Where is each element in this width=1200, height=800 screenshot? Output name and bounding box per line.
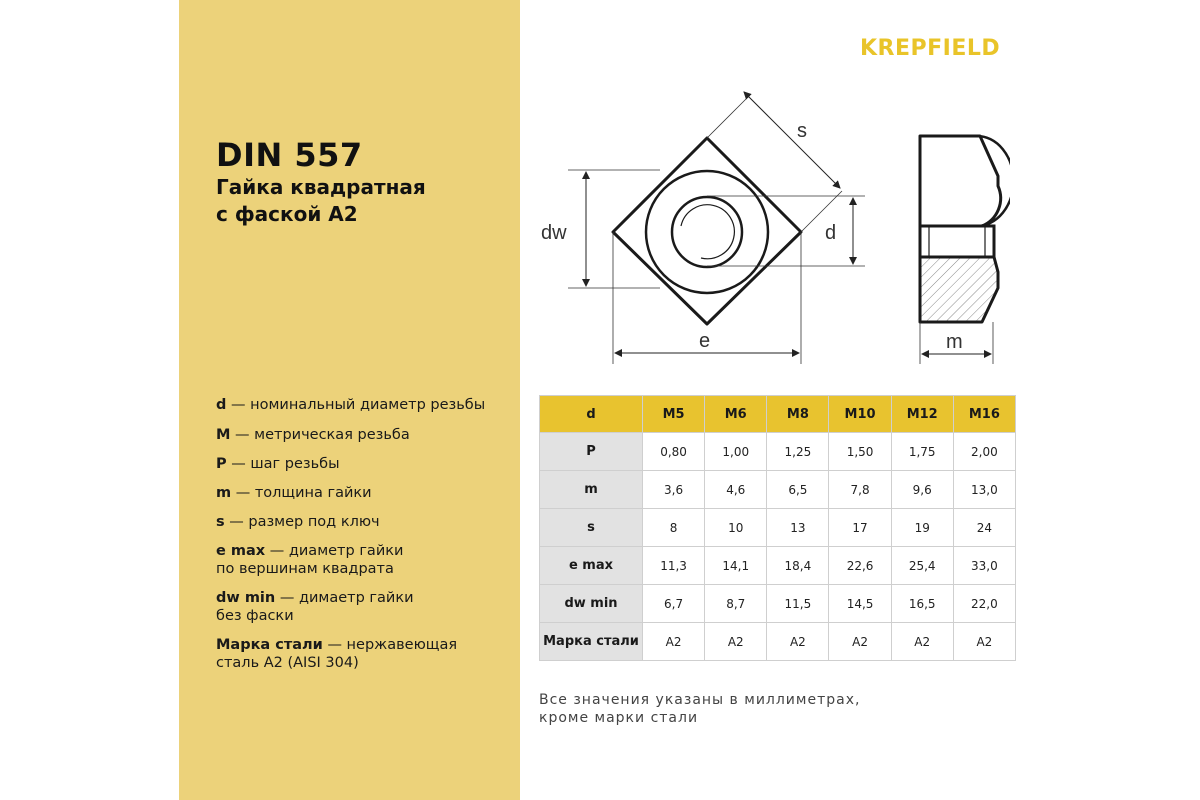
- nut-outline-square: [613, 138, 801, 324]
- footnote-line: кроме марки стали: [539, 710, 699, 726]
- row-label: e max: [540, 547, 643, 585]
- table-cell: 17: [829, 509, 891, 547]
- page-subtitle: [216, 174, 506, 228]
- dimension-s: [744, 92, 840, 188]
- legend-desc: — нержавеющая сталь А2 (AISI 304): [216, 637, 458, 671]
- spec-table: [539, 395, 1016, 661]
- legend-item-dw-min: [216, 589, 421, 625]
- header-cell-label: d: [540, 396, 643, 433]
- table-cell: 1,50: [829, 433, 891, 471]
- header-cell: M12: [891, 396, 953, 433]
- nut-front-view: [568, 92, 865, 364]
- legend-item-m: [216, 484, 511, 502]
- table-cell: A2: [643, 623, 705, 661]
- table-cell: 7,8: [829, 471, 891, 509]
- legend-term: e max: [216, 543, 266, 559]
- legend-desc: — толщина гайки: [231, 485, 372, 501]
- subtitle-line: Гайка квадратная: [216, 175, 426, 199]
- table-cell: 14,1: [705, 547, 767, 585]
- table-cell: 33,0: [953, 547, 1015, 585]
- label-e: e: [699, 330, 711, 352]
- table-cell: 24: [953, 509, 1015, 547]
- table-row: [540, 433, 1016, 471]
- table-cell: 8,7: [705, 585, 767, 623]
- footnote: [539, 691, 959, 727]
- table-cell: 2,00: [953, 433, 1015, 471]
- legend-desc: — номинальный диаметр резьбы: [226, 397, 486, 413]
- label-d: d: [825, 222, 837, 244]
- table-row: [540, 585, 1016, 623]
- legend-desc: — димаетр гайки без фаски: [216, 590, 414, 624]
- table-cell: 6,5: [767, 471, 829, 509]
- table-cell: 11,5: [767, 585, 829, 623]
- side-upper-body: [920, 136, 1001, 226]
- table-cell: 22,6: [829, 547, 891, 585]
- table-cell: A2: [705, 623, 767, 661]
- label-dw: dw: [541, 222, 567, 244]
- row-label: P: [540, 433, 643, 471]
- header-cell: M5: [643, 396, 705, 433]
- legend-term: M: [216, 427, 231, 443]
- label-m: m: [946, 331, 963, 353]
- legend-term: P: [216, 456, 227, 472]
- legend-item-e-max: [216, 542, 421, 578]
- footnote-line: Все значения указаны в миллиметрах,: [539, 692, 861, 708]
- table-cell: 10: [705, 509, 767, 547]
- legend-item-m-thread: [216, 426, 511, 444]
- header-cell: M6: [705, 396, 767, 433]
- legend-term: m: [216, 485, 232, 501]
- legend-item-s: [216, 513, 511, 531]
- table-cell: 13: [767, 509, 829, 547]
- table-row: [540, 547, 1016, 585]
- table-cell: 1,75: [891, 433, 953, 471]
- legend-desc: — размер под ключ: [224, 514, 380, 530]
- table-cell: 9,6: [891, 471, 953, 509]
- table-cell: A2: [891, 623, 953, 661]
- table-cell: A2: [767, 623, 829, 661]
- legend-item-d: [216, 396, 511, 414]
- subtitle-line: с фаской А2: [216, 202, 358, 226]
- table-cell: 16,5: [891, 585, 953, 623]
- legend-term: dw min: [216, 590, 276, 606]
- row-label: m: [540, 471, 643, 509]
- nut-technical-drawing: [530, 80, 1010, 380]
- table-cell: 13,0: [953, 471, 1015, 509]
- table-cell: 25,4: [891, 547, 953, 585]
- legend-term: s: [216, 514, 225, 530]
- table-cell: A2: [953, 623, 1015, 661]
- legend-desc: — метрическая резьба: [230, 427, 410, 443]
- brand-logo: KREPFIELD: [860, 36, 1001, 61]
- nut-side-view: [920, 136, 1010, 364]
- row-label: dw min: [540, 585, 643, 623]
- table-row: [540, 623, 1016, 661]
- side-thread-bore: [920, 226, 994, 257]
- row-label: Марка стали: [540, 623, 643, 661]
- table-cell: 3,6: [643, 471, 705, 509]
- table-cell: 8: [643, 509, 705, 547]
- legend-desc: — диаметр гайки по вершинам квадрата: [216, 543, 404, 577]
- table-row: [540, 471, 1016, 509]
- row-label: s: [540, 509, 643, 547]
- legend-item-steel: [216, 636, 461, 672]
- legend-term: Марка стали: [216, 637, 323, 653]
- table-cell: 0,80: [643, 433, 705, 471]
- legend-desc: — шаг резьбы: [226, 456, 340, 472]
- table-cell: 18,4: [767, 547, 829, 585]
- page-title: DIN 557: [216, 136, 363, 174]
- legend-term: d: [216, 397, 227, 413]
- table-cell: 6,7: [643, 585, 705, 623]
- table-cell: 1,00: [705, 433, 767, 471]
- header-cell: M16: [953, 396, 1015, 433]
- table-row: [540, 509, 1016, 547]
- table-header-row: [540, 396, 1016, 433]
- table-cell: 11,3: [643, 547, 705, 585]
- table-cell: 4,6: [705, 471, 767, 509]
- table-cell: A2: [829, 623, 891, 661]
- header-cell: M10: [829, 396, 891, 433]
- label-s: s: [797, 120, 807, 142]
- legend-item-p: [216, 455, 511, 473]
- table-cell: 1,25: [767, 433, 829, 471]
- table-cell: 19: [891, 509, 953, 547]
- side-section-hatched: [920, 257, 998, 322]
- header-cell: M8: [767, 396, 829, 433]
- table-cell: 14,5: [829, 585, 891, 623]
- table-cell: 22,0: [953, 585, 1015, 623]
